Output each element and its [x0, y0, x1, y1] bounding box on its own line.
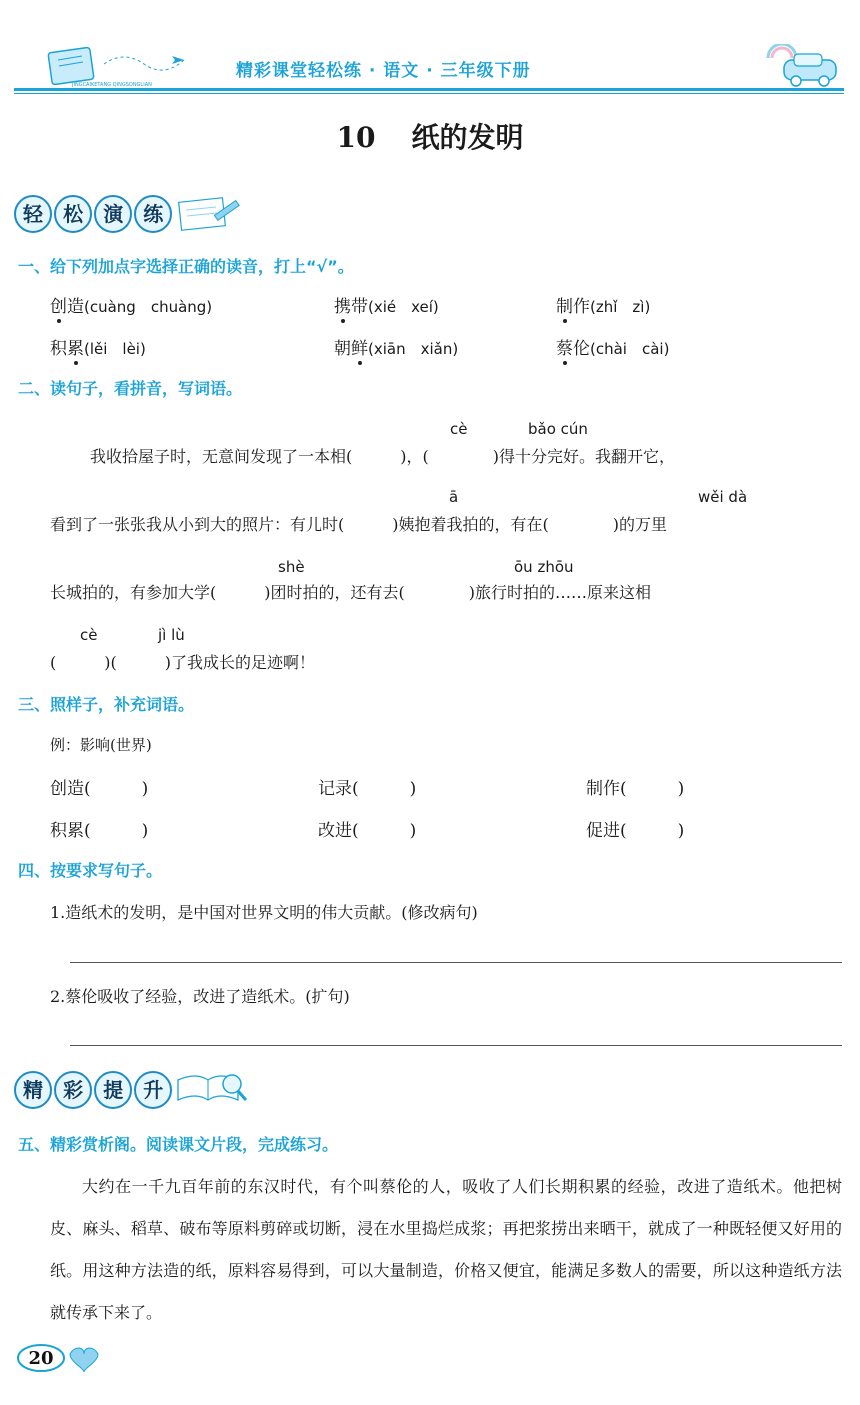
q1-item: 积累(lěi lèi) — [50, 334, 146, 359]
q2-line: 我收拾屋子时，无意间发现了一本相( )，( )得十分完好。我翻开它， — [90, 447, 675, 466]
banner-char: 升 — [134, 1071, 172, 1109]
q1-item: 创造(cuàng chuàng) — [50, 292, 212, 317]
pinyin-hint: cè — [450, 420, 468, 438]
page-number: 20 — [28, 1348, 54, 1369]
q1-item: 朝鲜(xiān xiǎn) — [334, 334, 458, 359]
q3-heading: 三、照样子，补充词语。 — [18, 695, 195, 714]
pinyin-hint: shè — [278, 558, 305, 576]
lesson-name: 纸的发明 — [411, 121, 524, 154]
pinyin-hint: jì lù — [158, 626, 185, 644]
q3-item: 改进( ) — [318, 821, 417, 841]
passage-text: 大约在一千九百年前的东汉时代，有个叫蔡伦的人，吸收了人们长期积累的经验，改进了造纸术。他把树皮、麻头、稻草、破布等原料剪碎或切断，浸在水里捣烂成浆；再把浆捞出来晒干，就成了一种既轻便又好用的纸。用这种方法造的纸，原料容易得到，可以大量制造，价格又便宜，能满足多数人的需要，所以这种造纸方法就传承下来了。 — [50, 1177, 842, 1322]
q3-item: 积累( ) — [50, 821, 149, 841]
lesson-number: 10 — [336, 121, 376, 154]
book-magnifier-icon — [174, 1070, 252, 1110]
page-number-badge — [14, 1340, 110, 1378]
q4-item: 1.造纸术的发明，是中国对世界文明的伟大贡献。(修改病句) — [50, 903, 478, 922]
banner-char: 彩 — [54, 1071, 92, 1109]
banner-char: 练 — [134, 195, 172, 233]
q3-item: 促进( ) — [586, 821, 685, 841]
pinyin-hint: ōu zhōu — [514, 558, 574, 576]
banner-improve — [14, 1070, 252, 1110]
q2-heading: 二、读句子，看拼音，写词语。 — [18, 379, 243, 398]
pinyin-hint: bǎo cún — [528, 420, 588, 438]
q2-line: ( )( )了我成长的足迹啊！ — [50, 653, 315, 672]
page-header — [14, 44, 844, 92]
header-title: 精彩课堂轻松练 · 语文 · 三年级下册 — [236, 61, 531, 81]
banner-char: 轻 — [14, 195, 52, 233]
q2-line: 看到了一张张我从小到大的照片：有儿时( )姨抱着我拍的，有在( )的万里 — [50, 515, 667, 534]
pinyin-hint: cè — [80, 626, 98, 644]
answer-line[interactable] — [70, 962, 842, 963]
q4-heading: 四、按要求写句子。 — [18, 861, 163, 880]
book-icon — [44, 44, 194, 88]
q2-line: 长城拍的，有参加大学( )团时拍的，还有去( )旅行时拍的……原来这相 — [50, 583, 651, 602]
lesson-title — [0, 116, 860, 156]
banner-char: 提 — [94, 1071, 132, 1109]
q1-heading: 一、给下列加点字选择正确的读音，打上“√”。 — [18, 257, 354, 276]
q5-heading: 五、精彩赏析阁。阅读课文片段，完成练习。 — [18, 1135, 339, 1154]
banner-char: 演 — [94, 195, 132, 233]
banner-easy-practice — [14, 194, 244, 234]
q3-item: 记录( ) — [318, 779, 417, 799]
q3-example: 例：影响(世界) — [50, 736, 152, 754]
q3-item: 制作( ) — [586, 779, 685, 799]
banner-char: 松 — [54, 195, 92, 233]
pinyin-hint: wěi dà — [698, 488, 748, 506]
q1-item: 蔡伦(chài cài) — [556, 334, 669, 359]
svg-text:JINGCAIKETANG QINGSONGLIAN: JINGCAIKETANG QINGSONGLIAN — [72, 82, 152, 88]
q1-item: 制作(zhǐ zì) — [556, 292, 650, 317]
pencil-paper-icon — [174, 194, 244, 234]
q1-item: 携带(xié xeí) — [334, 292, 439, 317]
car-icon — [754, 44, 844, 88]
reading-passage — [50, 1166, 842, 1334]
banner-char: 精 — [14, 1071, 52, 1109]
answer-line[interactable] — [70, 1045, 842, 1046]
pinyin-hint: ā — [449, 488, 459, 506]
q4-item: 2.蔡伦吸收了经验，改进了造纸术。(扩句) — [50, 987, 350, 1006]
q3-item: 创造( ) — [50, 779, 149, 799]
